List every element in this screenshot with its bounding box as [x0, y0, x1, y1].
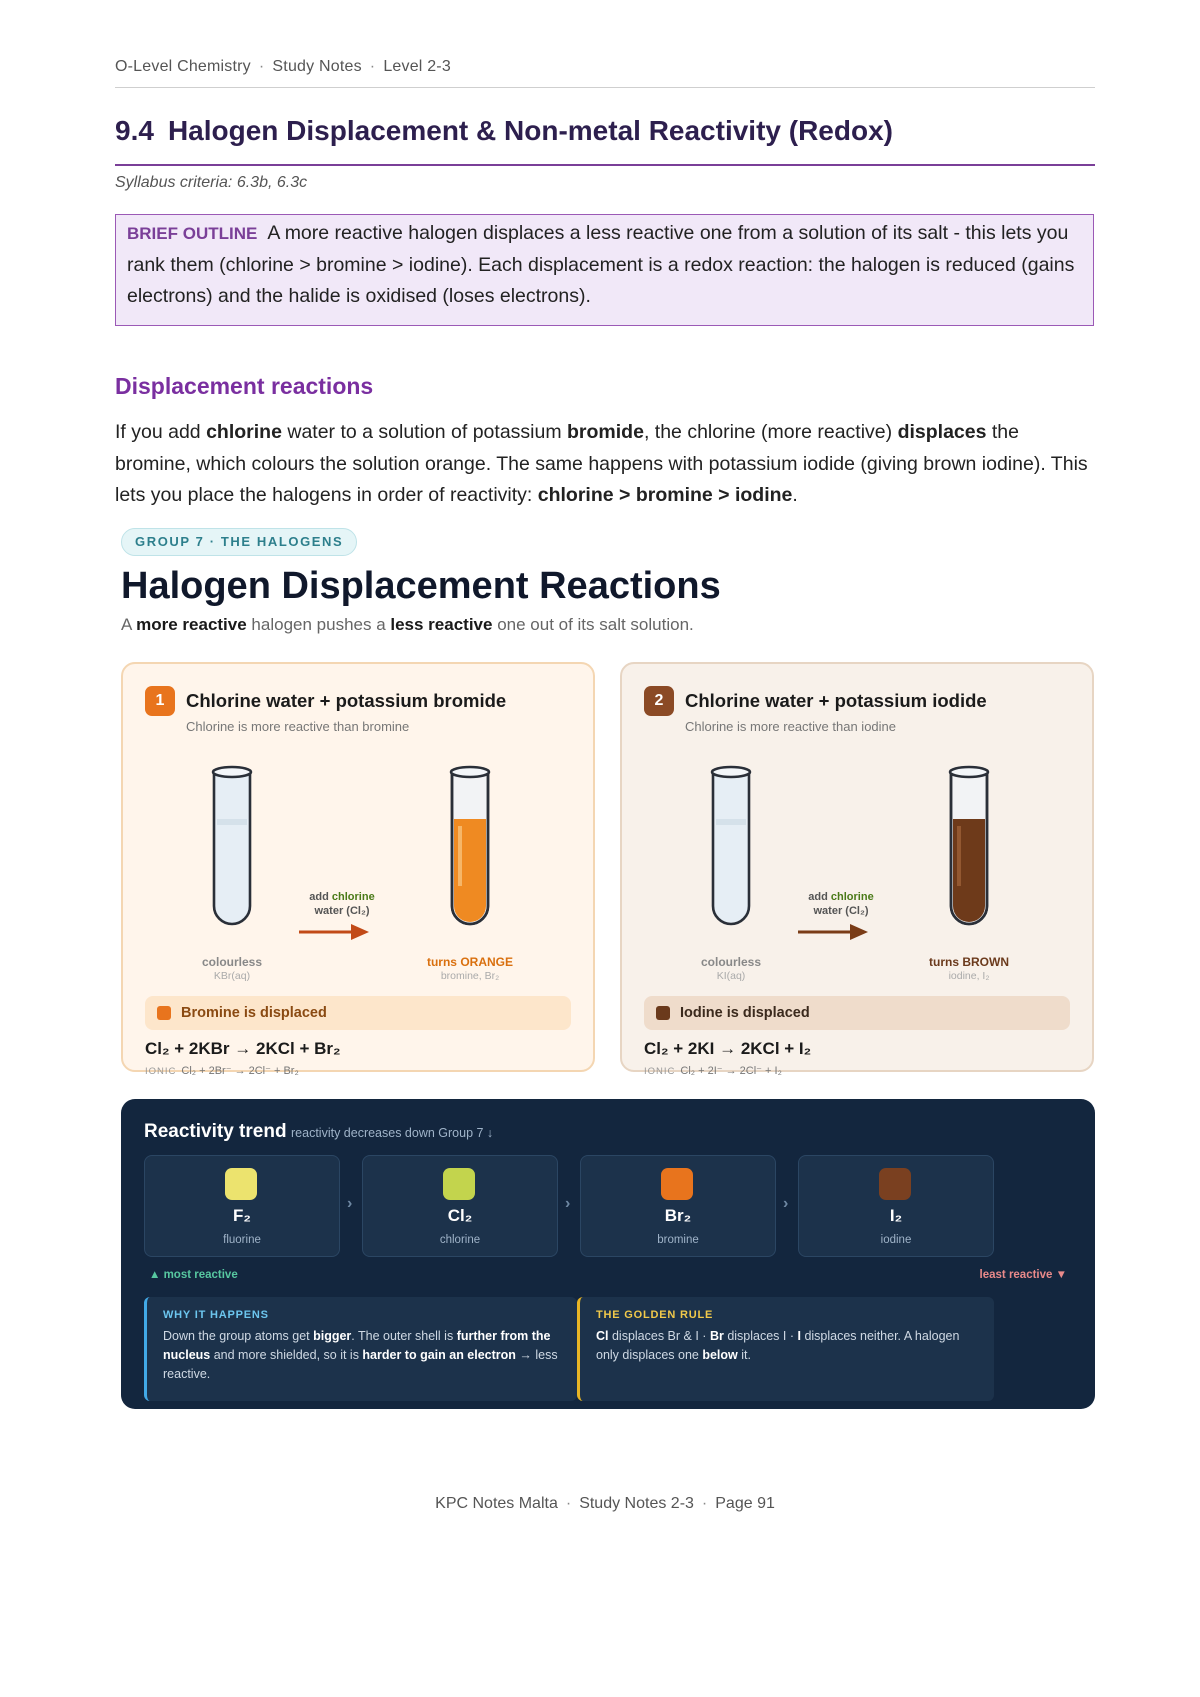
element-name: bromine [657, 1234, 699, 1246]
arrow-caption [796, 890, 886, 918]
text-run: A [121, 615, 137, 634]
element-symbol: Cl₂ [447, 1206, 473, 1225]
reactivity-trend-panel [121, 1099, 1095, 1409]
footer-page-number: Page 91 [715, 1495, 775, 1512]
bold-run: bigger [313, 1329, 352, 1343]
trend-subtitle: reactivity decreases down Group 7 ↓ [291, 1126, 494, 1140]
before-label: colourless [700, 955, 762, 969]
ionic-label: IONIC [644, 1066, 676, 1077]
note-heading: THE GOLDEN RULE [596, 1309, 714, 1321]
page-footer [115, 1495, 1095, 1513]
header-separator: · [258, 58, 265, 75]
after-label: turns BROWN [929, 955, 1009, 969]
header-type: Study Notes [272, 58, 362, 75]
group-pill: GROUP 7 · THE HALOGENS [121, 528, 357, 556]
word-equation: Cl₂ + 2KBr → 2KCl + Br₂ [145, 1039, 341, 1058]
word-equation: Cl₂ + 2KI → 2KCl + I₂ [644, 1039, 812, 1058]
step-badge: 1 [145, 686, 175, 716]
header-subject: O-Level Chemistry [115, 58, 251, 75]
text-run: add [808, 891, 831, 903]
result-banner [644, 996, 1070, 1030]
element-tile-fluorine [144, 1155, 340, 1257]
ionic-equation [644, 1064, 782, 1077]
bold-run: below [702, 1348, 738, 1362]
text-run: the bromine, which colours the solution orange. The same happens with potassium iodide (giving brown iodine). This lets you place the halogens in order of reactivity: [115, 421, 1088, 506]
text-run: it. [737, 1348, 751, 1362]
text-run: water to a solution of potassium [281, 421, 568, 443]
infographic [115, 525, 1095, 1490]
color-swatch [225, 1168, 257, 1200]
text-run: displaces neither. A halogen only displaces one [596, 1329, 960, 1362]
footer-publisher: KPC Notes Malta [435, 1495, 558, 1512]
card-title: Chlorine water + potassium bromide [186, 690, 507, 711]
bold-run: Cl [596, 1329, 609, 1343]
text-run: , the chlorine (more reactive) [643, 421, 898, 443]
footer-separator: · [565, 1495, 572, 1512]
ionic-text: Cl₂ + 2Br⁻ → 2Cl⁻ + Br₂ [181, 1065, 299, 1077]
element-name: chlorine [439, 1234, 481, 1246]
trend-title: Reactivity trend [144, 1121, 287, 1142]
highlight-run: chlorine [331, 891, 375, 903]
section-title [115, 115, 893, 147]
before-formula: KI(aq) [716, 970, 746, 982]
card-title: Chlorine water + potassium iodide [685, 690, 987, 711]
brief-outline-tag: BRIEF OUTLINE [127, 224, 258, 243]
element-name: fluorine [223, 1234, 261, 1246]
element-tile-chlorine [362, 1155, 558, 1257]
bold-run: less reactive [390, 615, 493, 634]
reaction-card-iodide [620, 662, 1094, 1077]
text-run: add [309, 891, 332, 903]
step-badge: 2 [644, 686, 674, 716]
bold-run: chlorine [206, 421, 282, 443]
chevron-right-icon: › [347, 1195, 353, 1212]
arrow-caption [297, 890, 387, 918]
footer-separator: · [701, 1495, 708, 1512]
golden-rule-note [577, 1297, 994, 1401]
note-heading: WHY IT HAPPENS [163, 1309, 269, 1321]
displacement-heading: Displacement reactions [115, 373, 374, 399]
header-level: Level 2-3 [383, 58, 451, 75]
text-run: . [792, 484, 798, 506]
least-reactive-label: least reactive ▼ [979, 1269, 1067, 1281]
text-run: Down the group atoms get [163, 1329, 314, 1343]
ionic-label: IONIC [145, 1066, 177, 1077]
text-run: . The outer shell is [351, 1329, 457, 1343]
colourless-test-tube-icon [207, 764, 257, 934]
result-text: Bromine is displaced [181, 1005, 327, 1021]
brief-outline-box [115, 214, 1094, 326]
text-run: water (Cl₂) [314, 905, 370, 917]
text-run: → less reactive. [163, 1348, 558, 1381]
color-swatch [157, 1006, 171, 1020]
displacement-paragraph [115, 417, 1095, 512]
title-divider [115, 164, 1095, 166]
text-run: If you add [115, 421, 207, 443]
syllabus-criteria: Syllabus criteria: 6.3b, 6.3c [115, 174, 308, 191]
color-swatch [661, 1168, 693, 1200]
color-swatch [879, 1168, 911, 1200]
after-label: turns ORANGE [426, 955, 513, 969]
orange-test-tube-icon [445, 764, 495, 934]
text-run: water (Cl₂) [813, 905, 869, 917]
chevron-right-icon: › [783, 1195, 789, 1212]
bold-run: further from the nucleus [163, 1329, 551, 1362]
element-name: iodine [880, 1234, 912, 1246]
right-arrow-icon [796, 922, 870, 942]
brown-test-tube-icon [944, 764, 994, 934]
element-symbol: Br₂ [664, 1206, 692, 1225]
ionic-text: Cl₂ + 2I⁻ → 2Cl⁻ + I₂ [680, 1065, 782, 1077]
after-formula: bromine, Br₂ [440, 970, 500, 982]
header-separator: · [369, 58, 376, 75]
after-formula: iodine, I₂ [948, 970, 990, 982]
element-tile-bromine [580, 1155, 776, 1257]
text-run: displaces I · [723, 1329, 798, 1343]
bold-run: bromide [567, 421, 644, 443]
section-number: 9.4 [115, 115, 154, 146]
text-run: and more shielded, so it is [210, 1348, 363, 1362]
before-formula: KBr(aq) [213, 970, 251, 982]
bold-run: more reactive [136, 615, 247, 634]
card-subtitle: Chlorine is more reactive than bromine [186, 719, 410, 734]
section-title-text: Halogen Displacement & Non-metal Reactivity (Redox) [167, 115, 893, 146]
bold-run: harder to gain an electron [362, 1348, 516, 1362]
infographic-subtitle [121, 615, 694, 635]
colourless-test-tube-icon [706, 764, 756, 934]
result-text: Iodine is displaced [680, 1005, 810, 1021]
footer-series: Study Notes 2-3 [579, 1495, 694, 1512]
card-subtitle: Chlorine is more reactive than iodine [685, 719, 896, 734]
reaction-card-bromide [121, 662, 595, 1077]
chevron-right-icon: › [565, 1195, 571, 1212]
brief-outline-text: A more reactive halogen displaces a less reactive one from a solution of its salt - this lets you rank them (chlorine > bromine > iodine). Each displacement is a redox reaction: the halogen is reduced (gains electrons) and the halide is oxidised (loses electrons). [127, 222, 1075, 307]
infographic-title: Halogen Displacement Reactions [121, 565, 721, 607]
note-body [596, 1327, 994, 1365]
highlight-run: chlorine [830, 891, 874, 903]
text-run: one out of its salt solution. [492, 615, 694, 634]
ionic-equation [145, 1064, 299, 1077]
color-swatch [443, 1168, 475, 1200]
before-label: colourless [201, 955, 263, 969]
bold-run: Br [709, 1329, 724, 1343]
header-divider [115, 87, 1095, 88]
element-symbol: F₂ [233, 1206, 251, 1225]
most-reactive-label: ▲ most reactive [149, 1269, 238, 1281]
note-body [163, 1327, 577, 1384]
why-it-happens-note [144, 1297, 577, 1401]
text-run: displaces Br & I · [608, 1329, 710, 1343]
right-arrow-icon [297, 922, 371, 942]
text-run: halogen pushes a [246, 615, 391, 634]
color-swatch [656, 1006, 670, 1020]
element-tile-iodine [798, 1155, 994, 1257]
bold-run: I [797, 1329, 801, 1343]
running-header [115, 58, 451, 76]
result-banner [145, 996, 571, 1030]
bold-run: chlorine > bromine > iodine [537, 484, 793, 506]
bold-run: displaces [897, 421, 987, 443]
element-symbol: I₂ [889, 1206, 903, 1225]
